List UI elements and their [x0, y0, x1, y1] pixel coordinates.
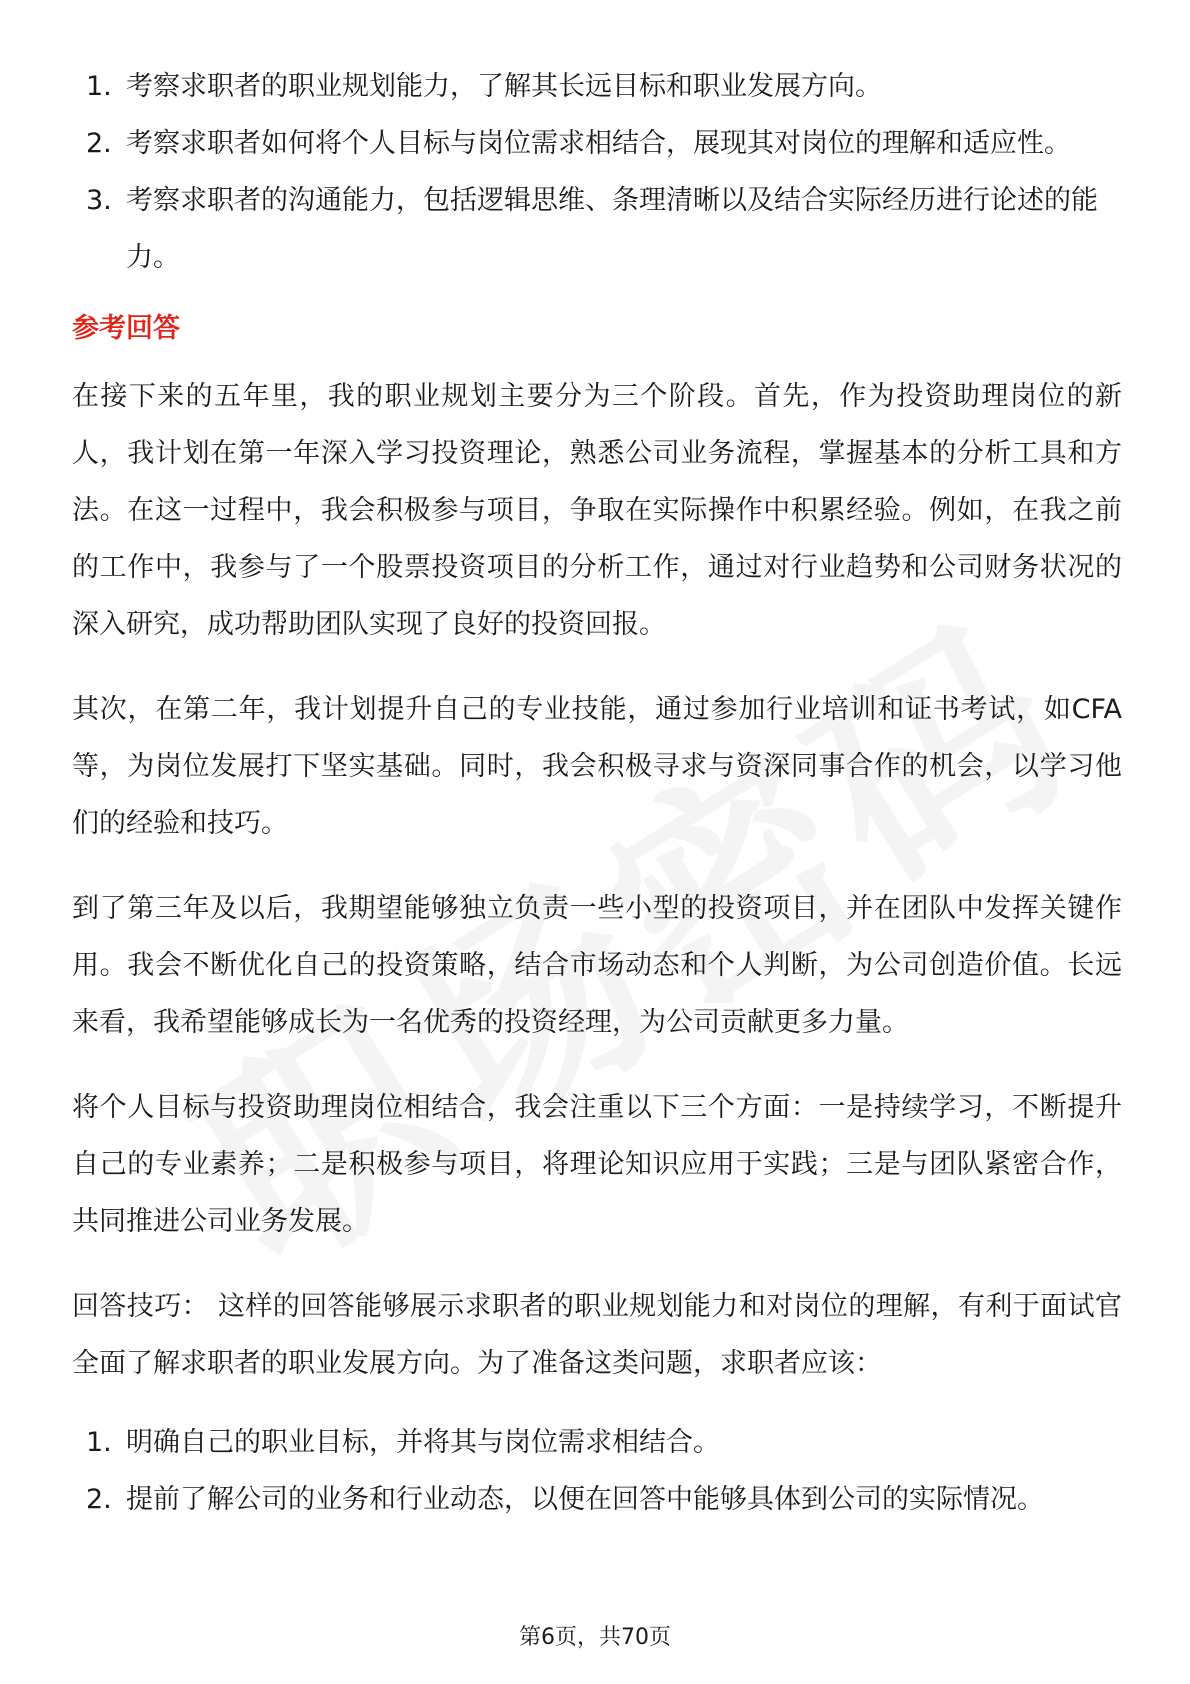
- list-item-text: 考察求职者的沟通能力，包括逻辑思维、条理清晰以及结合实际经历进行论述的能力。: [126, 185, 1098, 273]
- page-number-footer: 第6页，共70页: [519, 1625, 671, 1650]
- list-item-number: 1.: [86, 1427, 112, 1458]
- list-item-text: 明确自己的职业目标，并将其与岗位需求相结合。: [126, 1427, 720, 1458]
- list-item: [72, 58, 1122, 115]
- preparation-tips-list: [72, 1414, 1122, 1528]
- section-heading: 参考回答: [72, 313, 180, 344]
- list-item: [72, 1414, 1122, 1471]
- page-content: [72, 58, 1122, 1528]
- answer-paragraph-3: 到了第三年及以后，我期望能够独立负责一些小型的投资项目，并在团队中发挥关键作用。我会不断优化自己的投资策略，结合市场动态和个人判断，为公司创造价值。长远来看，我希望能够成长为一名优秀的投资经理，为公司贡献更多力量。: [72, 893, 1122, 1038]
- list-item-number: 3.: [86, 185, 112, 216]
- list-item-number: 2.: [86, 1484, 112, 1515]
- list-item-number: 1.: [86, 71, 112, 102]
- evaluation-points-list: [72, 58, 1122, 286]
- list-item: [72, 1471, 1122, 1528]
- answer-paragraph-4: 将个人目标与投资助理岗位相结合，我会注重以下三个方面：一是持续学习，不断提升自己的专业素养；二是积极参与项目，将理论知识应用于实践；三是与团队紧密合作，共同推进公司业务发展。: [72, 1092, 1122, 1237]
- list-item-text: 考察求职者的职业规划能力，了解其长远目标和职业发展方向。: [126, 71, 882, 102]
- answer-paragraph-1: 在接下来的五年里，我的职业规划主要分为三个阶段。首先，作为投资助理岗位的新人，我计划在第一年深入学习投资理论，熟悉公司业务流程，掌握基本的分析工具和方法。在这一过程中，我会积极参与项目，争取在实际操作中积累经验。例如，在我之前的工作中，我参与了一个股票投资项目的分析工作，通过对行业趋势和公司财务状况的深入研究，成功帮助团队实现了良好的投资回报。: [72, 381, 1122, 640]
- list-item: [72, 172, 1122, 286]
- list-item-text: 考察求职者如何将个人目标与岗位需求相结合，展现其对岗位的理解和适应性。: [126, 128, 1071, 159]
- list-item: [72, 115, 1122, 172]
- answer-tips-paragraph: 回答技巧： 这样的回答能够展示求职者的职业规划能力和对岗位的理解，有利于面试官全面了解求职者的职业发展方向。为了准备这类问题，求职者应该：: [72, 1291, 1122, 1379]
- answer-paragraph-2: 其次，在第二年，我计划提升自己的专业技能，通过参加行业培训和证书考试，如CFA等，为岗位发展打下坚实基础。同时，我会积极寻求与资深同事合作的机会，以学习他们的经验和技巧。: [72, 694, 1122, 839]
- list-item-text: 提前了解公司的业务和行业动态，以便在回答中能够具体到公司的实际情况。: [126, 1484, 1044, 1515]
- list-item-number: 2.: [86, 128, 112, 159]
